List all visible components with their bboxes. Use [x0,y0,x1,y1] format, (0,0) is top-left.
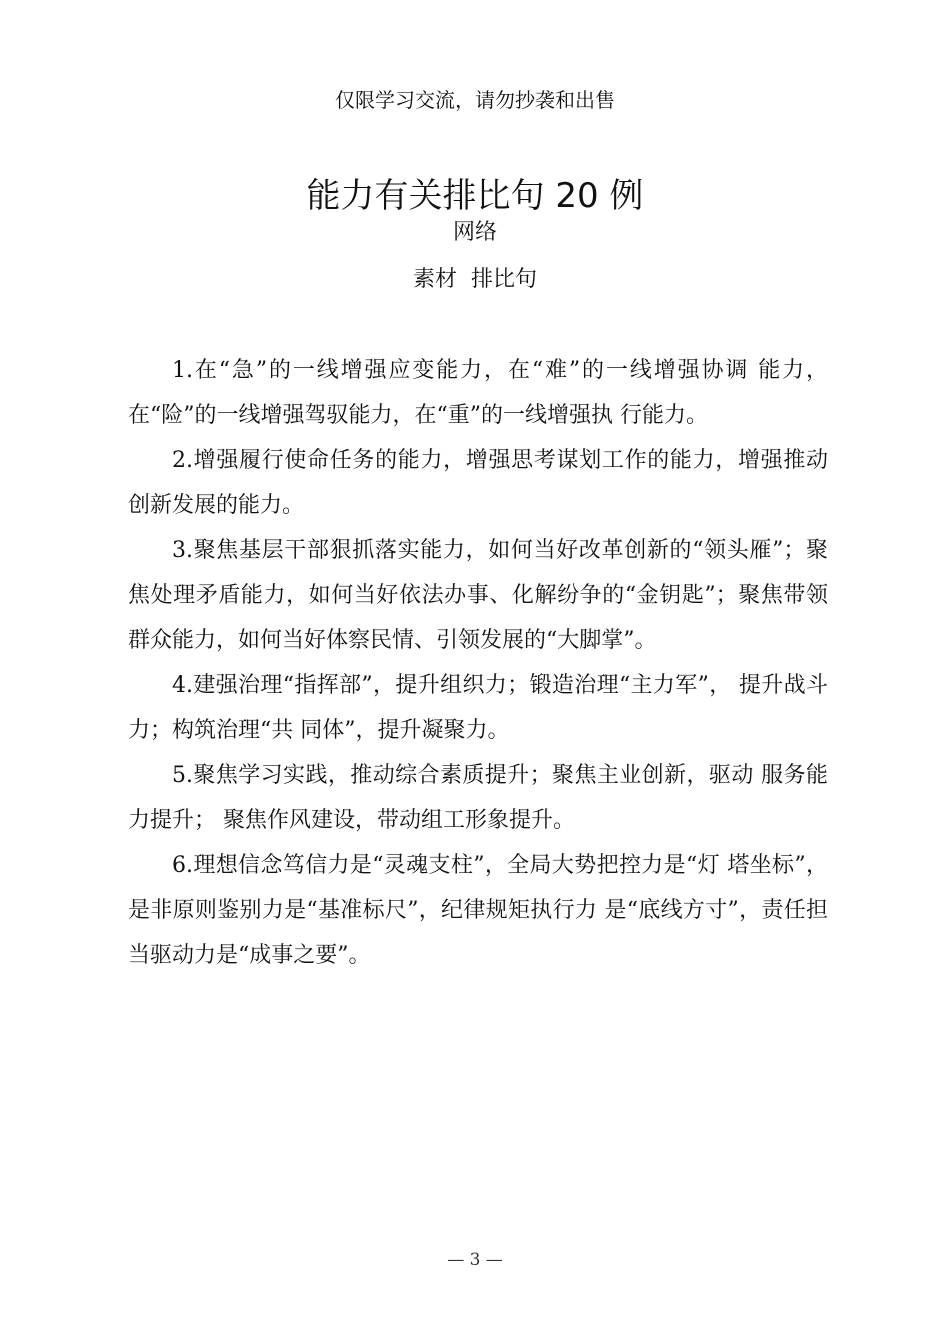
page-title: 能力有关排比句 20 例 [306,176,644,216]
tags-label: 素材 排比句 [413,267,537,292]
page-number: — 3 — [447,1250,503,1270]
source-label: 网络 [452,220,497,245]
paragraph-4: 4.建强治理“指挥部”，提升组织力；锻造治理“主力军”， 提升战斗力；构筑治理“共 同体”，提升凝聚力。 [128,673,828,743]
paragraph-2: 2.增强履行使命任务的能力，增强思考谋划工作的能力，增强推动创新发展的能力。 [128,448,828,518]
paragraph-5: 5.聚焦学习实践，推动综合素质提升；聚焦主业创新，驱动 服务能力提升； 聚焦作风建设，带动组工形象提升。 [128,763,828,833]
paragraph-3: 3.聚焦基层干部狠抓落实能力，如何当好改革创新的“领头雁”；聚焦处理矛盾能力，如何当好依法办事、化解纷争的“金钥匙”；聚焦带领群众能力，如何当好体察民情、引领发展的“大脚掌”。 [128,538,828,653]
paragraph-6: 6.理想信念笃信力是“灵魂支柱”，全局大势把控力是“灯 塔坐标”，是非原则鉴别力是“基准标尺”，纪律规矩执行力 是“底线方寸”，责任担当驱动力是“成事之要”。 [128,853,828,968]
document-body [128,348,828,978]
paragraph-1: 1.在“急”的一线增强应变能力，在“难”的一线增强协调 能力，在“险”的一线增强驾驭能力，在“重”的一线增强执 行能力。 [128,358,828,428]
copyright-notice: 仅限学习交流，请勿抄袭和出售 [335,88,615,112]
